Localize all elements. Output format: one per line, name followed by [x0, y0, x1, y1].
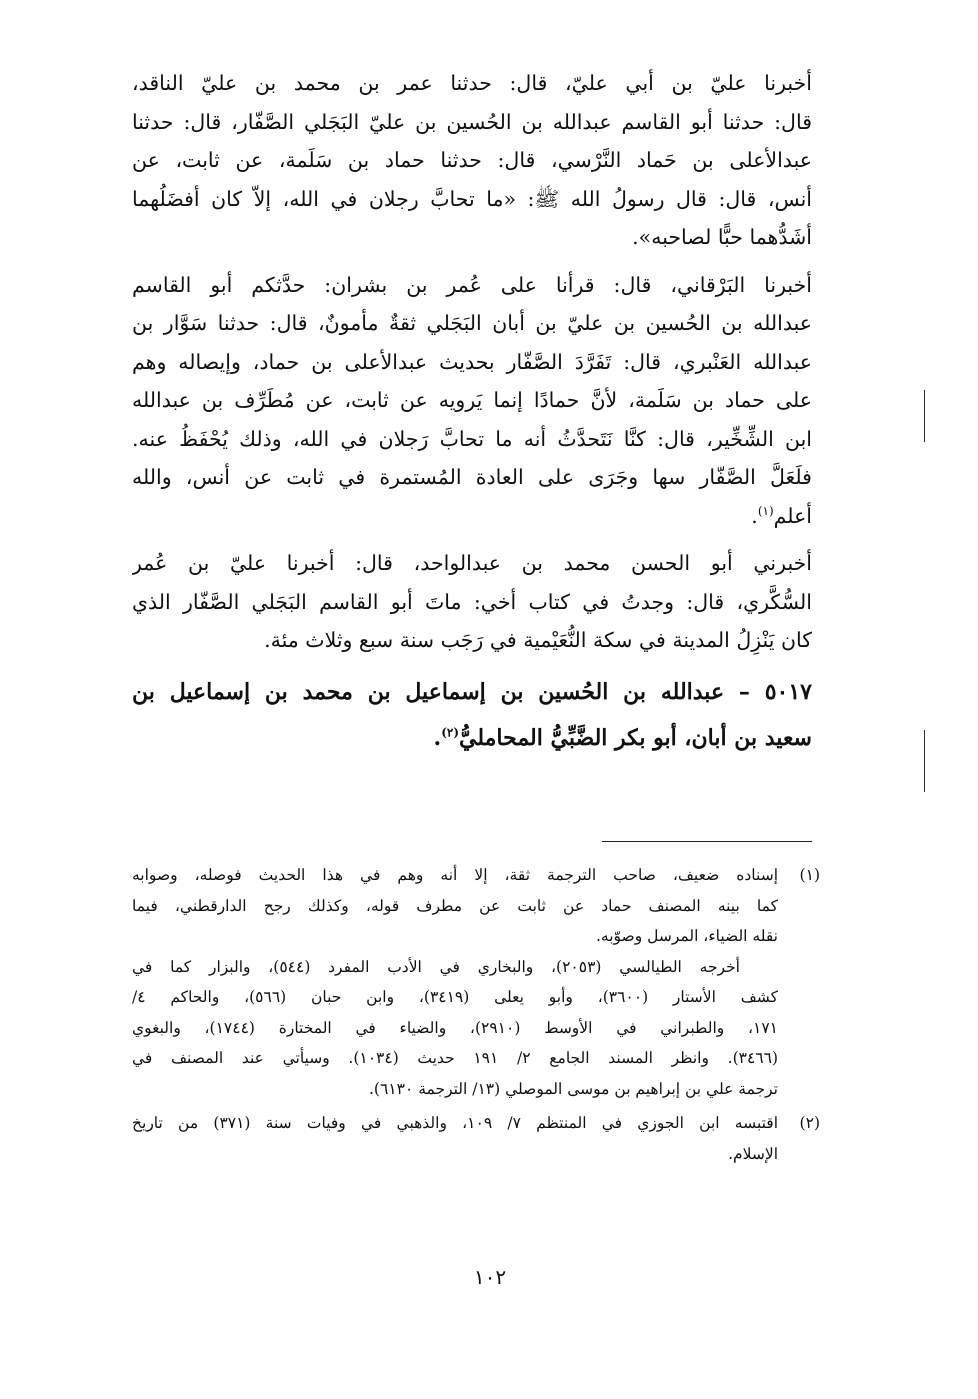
- text-line: أعلم$^{(١)}$.: [751, 503, 812, 528]
- footnote-2: [132, 1108, 820, 1169]
- margin-mark: [924, 390, 925, 442]
- footnote-line: اقتبسه ابن الجوزي في المنتظم ٧/ ١٠٩، والذهبي في وفيات سنة (٣٧١) من تاريخ: [132, 1114, 778, 1132]
- footnote-line: إسناده ضعيف، صاحب الترجمة ثقة، إلا أنه وهم في هذا الحديث فوصله، وصوابه: [132, 866, 778, 884]
- footnote-body: [132, 1108, 778, 1169]
- text-line: ابن الشِّخِّير، قال: كنَّا نَتَحدَّثُ أنه ما تحابَّ رَجلان في الله، وذلك يُحْفَظُ عنه.: [132, 426, 812, 451]
- text-line: أخبرني أبو الحسن محمد بن عبدالواحد، قال: أخبرنا عليّ بن عُمر: [132, 551, 812, 575]
- heading-line: سعيد بن أبان، أبو بكر الضَّبِّيُّ المحامليُّ$^{(٢)}$.: [433, 724, 812, 751]
- text-line: على حماد بن سَلَمة، لأنَّ حمادًا إنما يَرويه عن ثابت، عن مُطَرِّف بن عبدالله: [132, 388, 812, 412]
- footnote-line: ترجمة علي بن إبراهيم بن موسى الموصلي (١٣/ الترجمة ٦١٣٠).: [369, 1079, 778, 1098]
- text-line: عبدالأعلى بن حَماد النَّرْسي، قال: حدثنا حماد بن سَلَمة، عن ثابت، عن: [132, 148, 812, 172]
- main-text: [132, 64, 812, 761]
- text-fragment: أعلم: [773, 503, 812, 528]
- text-line: أشَدُّهما حبًّا لصاحبه».: [632, 225, 812, 249]
- text-line: قال: حدثنا أبو القاسم عبدالله بن الحُسين بن عليّ البَجَلي الصَّفّار، قال: حدثنا: [132, 109, 812, 134]
- text-line: فلَعَلَّ الصَّفّار سها وجَرَى على العادة المُستمرة في ثابت عن أنس، والله: [132, 465, 812, 489]
- footnote-line: كشف الأستار (٣٦٠٠)، وأبو يعلى (٣٤١٩)، وابن حبان (٥٦٦)، والحاكم ٤/: [132, 988, 778, 1006]
- text-line: السُّكَّري، قال: وجدتُ في كتاب أخي: ماتَ أبو القاسم البَجَلي الصَّفّار الذي: [132, 589, 812, 614]
- page-number: ١٠٢: [473, 1265, 507, 1289]
- footnote-1: [132, 860, 820, 1104]
- margin-mark: [924, 730, 925, 792]
- footnote-line: أخرجه الطيالسي (٢٠٥٣)، والبخاري في الأدب المفرد (٥٤٤)، والبزار كما في: [132, 957, 740, 976]
- footnote-line: (٣٤٦٦). وانظر المسند الجامع ٢/ ١٩١ حديث (١٠٣٤). وسيأتي عند المصنف في: [132, 1049, 778, 1067]
- footnote-line: الإسلام.: [728, 1144, 778, 1163]
- text-line: أخبرنا البَرْقاني، قال: قرأنا على عُمر بن بشران: حدَّثكم أبو القاسم: [132, 272, 812, 297]
- heading-fragment: سعيد بن أبان، أبو بكر الضَّبِّيُّ المحامليُّ: [459, 724, 812, 751]
- text-line: عبدالله العَنْبري، قال: تَفَرَّدَ الصَّفّار بحديث عبدالأعلى بن حماد، وإيصاله وهم: [132, 349, 812, 374]
- text-line: عبدالله بن الحُسين بن عليّ بن أبان البَجَلي ثقةٌ مأمونٌ، قال: حدثنا سَوَّار بن: [132, 311, 812, 335]
- footnote-ref: (٢): [441, 725, 460, 740]
- footnote-separator: [602, 841, 812, 842]
- text-line: أنس، قال: قال رسولُ الله ﷺ: «ما تحابَّ رجلان في الله، إلاّ كان أفضَلُهما: [132, 186, 812, 211]
- text-line: كان يَنْزِلُ المدينة في سكة النُّعَيْمية في رَجَب سنة سبع وثلاث مئة.: [264, 628, 812, 652]
- footnotes: [132, 860, 820, 1169]
- footnote-line: كما بينه المصنف حماد عن ثابت عن مطرف قوله، وكذلك رجح الدارقطني، فيما: [132, 896, 778, 915]
- paragraph-1: [132, 64, 812, 257]
- footnote-line: نقله الضياء، المرسل وصوّبه.: [595, 927, 778, 945]
- footnote-number: (٢): [799, 1114, 820, 1132]
- footnote-number: (١): [799, 866, 820, 884]
- entry-heading: [132, 669, 812, 761]
- heading-line: ٥٠١٧ – عبدالله بن الحُسين بن إسماعيل بن محمد بن إسماعيل بن: [132, 678, 812, 705]
- text-line: أخبرنا عليّ بن أبي عليّ، قال: حدثنا عمر بن محمد بن عليّ الناقد،: [132, 71, 812, 95]
- footnote-body: [132, 860, 778, 1104]
- footnote-ref: (١): [757, 503, 774, 518]
- paragraph-3: [132, 544, 812, 660]
- paragraph-2: [132, 266, 812, 536]
- footnote-line: ١٧١، والطبراني في الأوسط (٢٩١٠)، والضياء في المختارة (١٧٤٤)، والبغوي: [132, 1018, 778, 1037]
